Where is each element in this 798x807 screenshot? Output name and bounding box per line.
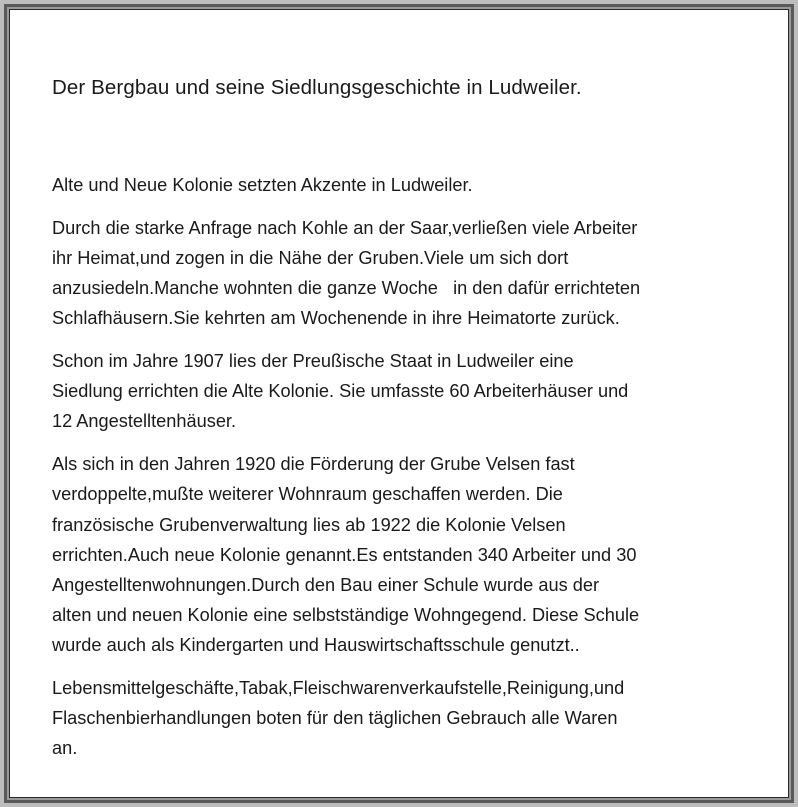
- text-line: Lebensmittelgeschäfte,Tabak,Fleischwarenverkaufstelle,Reinigung,und: [52, 678, 625, 699]
- frame-inner-border: [7, 7, 791, 800]
- document-title: Der Bergbau und seine Siedlungsgeschichte in Ludweiler.: [52, 76, 582, 99]
- text-line: Angestelltenwohnungen.Durch den Bau einer Schule wurde aus der: [52, 574, 600, 595]
- text-line: Als sich in den Jahren 1920 die Förderung der Grube Velsen fast: [52, 454, 575, 475]
- text-line: 12 Angestelltenhäuser.: [52, 411, 237, 432]
- text-line: alten und neuen Kolonie eine selbstständige Wohngegend. Diese Schule: [52, 605, 640, 626]
- document-body: [52, 170, 752, 776]
- text-line: Durch die starke Anfrage nach Kohle an der Saar,verließen viele Arbeiter: [52, 217, 638, 238]
- frame-border: [4, 4, 794, 803]
- paragraph: [52, 449, 752, 660]
- text-line: Schlafhäusern.Sie kehrten am Wochenende in ihre Heimatorte zurück.: [52, 308, 620, 329]
- paragraph: [52, 170, 752, 200]
- text-line: Alte und Neue Kolonie setzten Akzente in Ludweiler.: [52, 175, 473, 195]
- text-line: errichten.Auch neue Kolonie genannt.Es entstanden 340 Arbeiter und 30: [52, 544, 637, 565]
- text-line: an.: [52, 738, 78, 759]
- document-page: [9, 9, 789, 798]
- paragraph: [52, 673, 752, 764]
- paragraph: [52, 213, 752, 334]
- text-line: Flaschenbierhandlungen boten für den täglichen Gebrauch alle Waren: [52, 708, 618, 729]
- text-line: ihr Heimat,und zogen in die Nähe der Gruben.Viele um sich dort: [52, 247, 569, 268]
- text-line: Schon im Jahre 1907 lies der Preußische Staat in Ludweiler eine: [52, 351, 574, 372]
- paragraph: [52, 346, 752, 437]
- text-line: anzusiedeln.Manche wohnten die ganze Woche in den dafür errichteten: [52, 278, 641, 299]
- text-line: wurde auch als Kindergarten und Hauswirtschaftsschule genutzt..: [52, 635, 580, 656]
- text-line: französische Grubenverwaltung lies ab 1922 die Kolonie Velsen: [52, 514, 566, 535]
- text-line: verdoppelte,mußte weiterer Wohnraum geschaffen werden. Die: [52, 484, 563, 505]
- text-line: Siedlung errichten die Alte Kolonie. Sie umfasste 60 Arbeiterhäuser und: [52, 381, 629, 402]
